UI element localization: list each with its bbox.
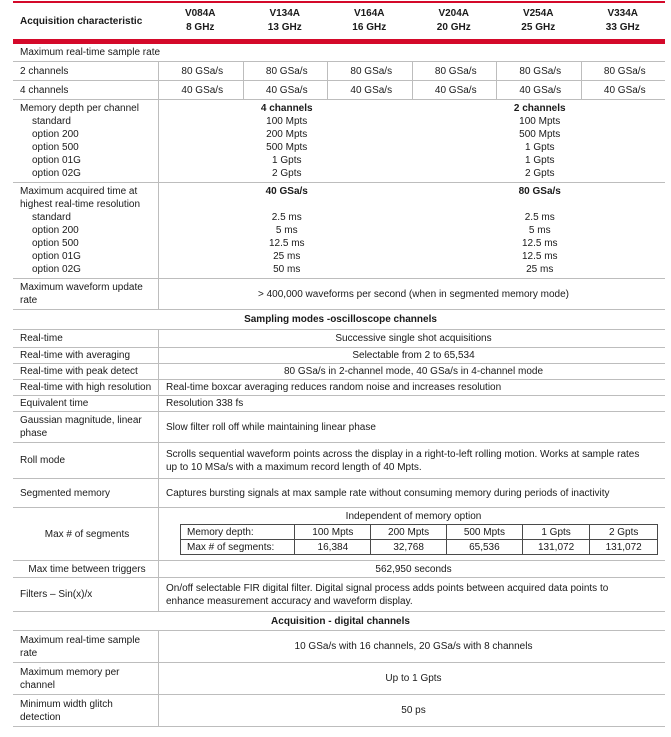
row-label: Segmented memory [20, 487, 111, 499]
row-label: Real-time with peak detect [20, 366, 138, 377]
row-label-group [13, 100, 158, 182]
value-v254a: 80 GSa/s [496, 62, 581, 80]
row-value: Successive single shot acquisitions [158, 330, 665, 347]
value: 25 ms [526, 264, 554, 275]
row-label-group [13, 663, 158, 694]
row-label-group [13, 695, 158, 726]
column-header: 40 GSa/s [265, 186, 308, 197]
segments-value-group [158, 508, 665, 560]
row-label: Memory depth per channel [20, 103, 139, 114]
acquisition-spec-table [13, 1, 665, 727]
value: 32,768 [371, 540, 447, 555]
segments-table-row-memory-depth [181, 525, 658, 540]
model-name: V134A [269, 8, 301, 19]
option-500: option 500 [32, 238, 79, 249]
row-label-line2: phase [20, 428, 48, 439]
row-label: Real-time with high resolution [20, 382, 152, 393]
row-label-group [13, 279, 158, 309]
row-value: Resolution 338 fs [158, 396, 665, 411]
row-value: 10 GSa/s with 16 channels, 20 GSa/s with 8 channels [158, 631, 665, 662]
model-name: V254A [522, 8, 554, 19]
row-max-time-between-triggers [13, 561, 665, 578]
value: 50 ms [273, 264, 301, 275]
row-max-waveform-update-rate [13, 279, 665, 310]
value: 1 Gpts [525, 155, 555, 166]
column-header: 2 channels [513, 103, 566, 114]
row-gaussian-magnitude [13, 412, 665, 443]
model-name: V204A [438, 8, 470, 19]
acquired-time-80gsa-column [412, 183, 666, 278]
row-label: Maximum real-time sample rate [20, 47, 161, 58]
row-max-acquired-time [13, 183, 665, 279]
row-label: Filters – Sin(x)/x [20, 589, 93, 600]
value: 100 Mpts [266, 116, 308, 127]
row-real-time-high-resolution [13, 380, 665, 396]
value: 500 Mpts [519, 129, 561, 140]
row-label-line2: highest real-time resolution [20, 199, 141, 210]
value: 12.5 ms [521, 238, 558, 249]
row-label-line2: rate [20, 647, 38, 659]
row-equivalent-time [13, 396, 665, 412]
row-label-line1: Maximum memory per [20, 666, 120, 678]
row-value: 562,950 seconds [158, 561, 665, 577]
value-v134a: 40 GSa/s [243, 81, 328, 99]
memory-depth-4ch-column [158, 100, 412, 182]
value: 100 Mpts [295, 525, 371, 540]
value: 12.5 ms [521, 251, 558, 262]
section-header-sampling-modes [13, 310, 665, 330]
value: 100 Mpts [519, 116, 561, 127]
value: 12.5 ms [268, 238, 305, 249]
model-bandwidth: 25 GHz [521, 22, 556, 33]
row-label-group [13, 412, 158, 442]
value: 5 ms [275, 225, 298, 236]
row-4-channels [13, 81, 665, 100]
row-label: Real-time with averaging [20, 350, 131, 361]
row-value: Slow filter roll off while maintaining linear phase [158, 412, 665, 442]
row-digital-min-glitch [13, 695, 665, 727]
option-01g: option 01G [32, 155, 81, 166]
segments-table [180, 524, 658, 555]
section-title: Sampling modes -oscilloscope channels [244, 314, 437, 325]
header-model-v204a [412, 3, 497, 39]
row-value: 80 GSa/s in 2-channel mode, 40 GSa/s in 4-channel mode [158, 364, 665, 379]
header-model-v334a [581, 3, 666, 39]
row-real-time-peak-detect [13, 364, 665, 380]
value: 2.5 ms [271, 212, 302, 223]
value-v334a: 80 GSa/s [581, 62, 666, 80]
value-v134a: 80 GSa/s [243, 62, 328, 80]
section-title: Acquisition - digital channels [271, 615, 410, 627]
row-digital-max-sample-rate [13, 631, 665, 663]
row-2-channels [13, 62, 665, 81]
value: 131,072 [522, 540, 590, 555]
row-value: Selectable from 2 to 65,534 [158, 348, 665, 363]
value-v204a: 80 GSa/s [412, 62, 497, 80]
segments-row-label: Memory depth: [181, 525, 295, 540]
option-02g: option 02G [32, 168, 81, 179]
row-value: Scrolls sequential waveform points across the display in a right-to-left rolling motion. Works at sample rates up to 10 MSa/s with a maximum record length of 40 Mpts. [158, 443, 665, 478]
header-model-v134a [243, 3, 328, 39]
value: 200 Mpts [266, 129, 308, 140]
model-bandwidth: 33 GHz [605, 22, 640, 33]
option-200: option 200 [32, 129, 79, 140]
row-label: Max # of segments [44, 528, 130, 540]
model-bandwidth: 16 GHz [352, 22, 387, 33]
model-bandwidth: 8 GHz [186, 22, 215, 33]
table-header-row [13, 3, 665, 39]
value: 131,072 [590, 540, 658, 555]
row-segmented-memory [13, 479, 665, 508]
memory-depth-2ch-column [412, 100, 666, 182]
value-v334a: 40 GSa/s [581, 81, 666, 99]
row-label-line1: Maximum waveform update [20, 282, 143, 293]
row-max-segments [13, 508, 665, 561]
option-02g: option 02G [32, 264, 81, 275]
segments-table-row-max-segments [181, 540, 658, 555]
row-value: Up to 1 Gpts [158, 663, 665, 694]
column-header: 80 GSa/s [518, 186, 561, 197]
value-v254a: 40 GSa/s [496, 81, 581, 99]
row-label-line2: detection [20, 711, 61, 723]
header-model-v084a [158, 3, 243, 39]
value: 65,536 [447, 540, 523, 555]
row-value: On/off selectable FIR digital filter. Digital signal process adds points between acquired data points to enhance measurement accuracy and waveform display. [158, 578, 665, 611]
value: 500 Mpts [266, 142, 308, 153]
option-01g: option 01G [32, 251, 81, 262]
header-model-v164a [327, 3, 412, 39]
value: 1 Gpts [525, 142, 555, 153]
row-value: > 400,000 waveforms per second (when in segmented memory mode) [158, 279, 665, 309]
value-v204a: 40 GSa/s [412, 81, 497, 99]
spacer [166, 198, 408, 211]
row-label: Real-time [20, 333, 63, 344]
row-label-group [13, 183, 158, 278]
value-v164a: 40 GSa/s [327, 81, 412, 99]
value: 5 ms [528, 225, 551, 236]
value: 2 Gpts [525, 168, 555, 179]
row-label: 2 channels [20, 65, 69, 77]
row-label-line2: rate [20, 295, 38, 306]
value: 500 Mpts [447, 525, 523, 540]
value: 2 Gpts [590, 525, 658, 540]
model-bandwidth: 20 GHz [436, 22, 471, 33]
option-standard: standard [32, 212, 71, 223]
acquired-time-40gsa-column [158, 183, 412, 278]
segments-note: Independent of memory option [345, 511, 482, 522]
row-label: Equivalent time [20, 398, 89, 409]
row-label: Roll mode [20, 455, 66, 466]
row-label-line1: Maximum acquired time at [20, 186, 138, 197]
value: 200 Mpts [371, 525, 447, 540]
row-label: 4 channels [20, 84, 69, 96]
row-roll-mode [13, 443, 665, 479]
value: 16,384 [295, 540, 371, 555]
row-real-time-averaging [13, 348, 665, 364]
value: 25 ms [273, 251, 301, 262]
row-label: Max time between triggers [28, 563, 146, 575]
header-model-v254a [496, 3, 581, 39]
value: 2 Gpts [272, 168, 302, 179]
segments-row-label: Max # of segments: [181, 540, 295, 555]
value: 1 Gpts [522, 525, 590, 540]
row-real-time [13, 330, 665, 348]
option-500: option 500 [32, 142, 79, 153]
model-name: V334A [607, 8, 639, 19]
value: 1 Gpts [272, 155, 302, 166]
header-characteristic-label: Acquisition characteristic [20, 15, 143, 27]
row-max-realtime-sample-rate [13, 44, 665, 62]
section-header-digital-channels [13, 612, 665, 631]
model-name: V084A [184, 8, 216, 19]
row-label-line1: Maximum real-time sample [20, 634, 141, 646]
column-header: 4 channels [260, 103, 313, 114]
row-label-line2: channel [20, 679, 56, 691]
row-filters-sinx [13, 578, 665, 612]
row-label-line1: Minimum width glitch [20, 698, 113, 710]
value: 2.5 ms [524, 212, 555, 223]
value-v084a: 80 GSa/s [158, 62, 243, 80]
row-memory-depth [13, 100, 665, 183]
row-value: Real-time boxcar averaging reduces random noise and increases resolution [158, 380, 665, 395]
value-v084a: 40 GSa/s [158, 81, 243, 99]
model-name: V164A [353, 8, 385, 19]
option-standard: standard [32, 116, 71, 127]
row-value: 50 ps [158, 695, 665, 726]
value-v164a: 80 GSa/s [327, 62, 412, 80]
row-label-line1: Gaussian magnitude, linear [20, 415, 142, 426]
spacer [419, 198, 662, 211]
row-label-group [13, 631, 158, 662]
row-value: Captures bursting signals at max sample rate without consuming memory during periods of inactivity [158, 479, 665, 507]
row-digital-max-memory [13, 663, 665, 695]
model-bandwidth: 13 GHz [267, 22, 302, 33]
option-200: option 200 [32, 225, 79, 236]
